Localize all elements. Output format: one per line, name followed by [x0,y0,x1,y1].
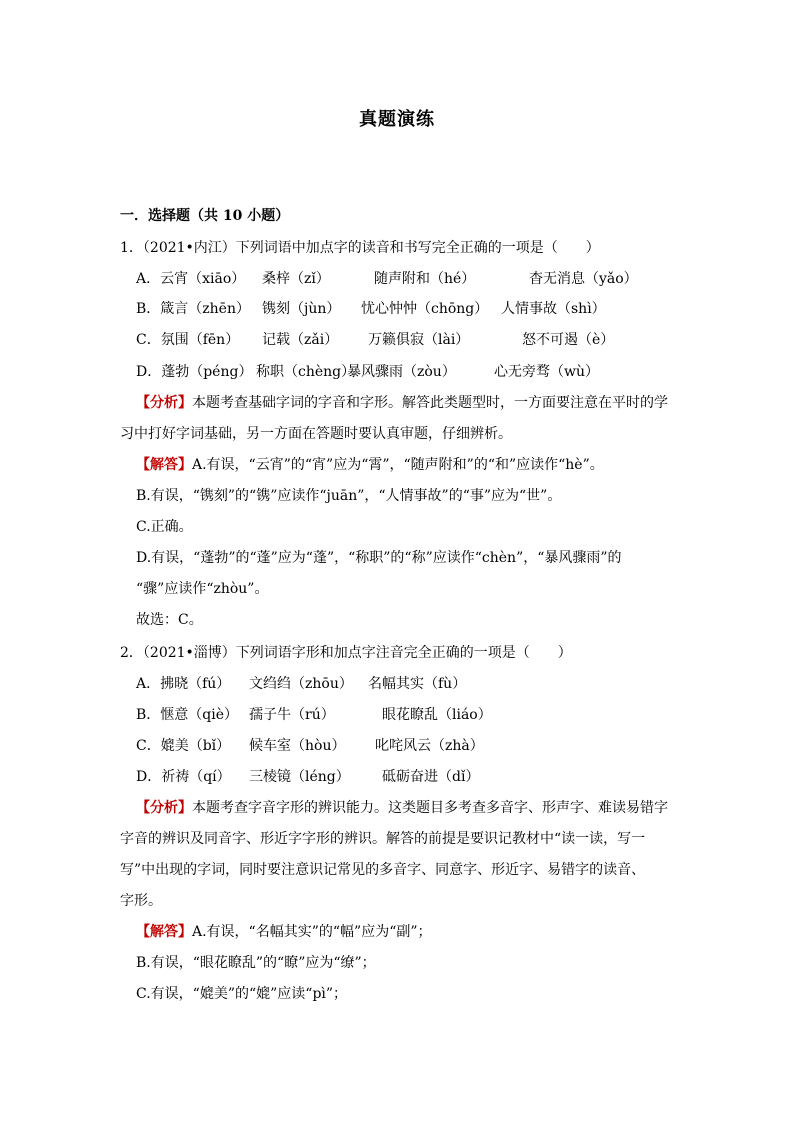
answer-line-b: B.有误，“眼花瞭乱”的“瞭”应为“缭”； [136,955,376,971]
question-1-analysis [136,393,668,413]
answer-line-b: B.有误，“镌刻”的“镌”应读作“juān”，“人情事故”的“事”应为“世”。 [136,488,562,504]
option-part: 称职（chèng） [256,364,356,380]
section-heading: 一．选择题（共 10 小题） [120,208,290,224]
analysis-tag: 【分析】 [136,395,192,411]
analysis-text-continued: 字音的辨识及同音字、形近字字形的辨识。解答的前提是要识记教材中“读一读，写一 [120,831,646,847]
option-part: 忧心忡忡（chōng） [361,301,489,317]
answer-line-c: C.正确。 [136,519,193,535]
option-part: 随声附和（hé） [374,271,476,287]
question-2-stem: 2．（2021•淄博）下列词语字形和加点字注音完全正确的一项是（ ） [120,645,572,661]
analysis-text: 本题考查字音字形的辨识能力。这类题目多考查多音字、形声字、难读易错字 [192,800,668,816]
question-2-answer [136,922,432,942]
option-part: 怒不可遏（è） [522,332,615,348]
option-part: 候车室（hòu） [249,738,346,754]
option-part: 暴风骤雨（zòu） [347,364,456,380]
option-part: 叱咤风云（zhà） [375,738,484,754]
analysis-text: 本题考查基础字词的字音和字形。解答此类题型时，一方面要注意在平时的学 [192,395,668,411]
option-part: 人情事故（shì） [501,301,606,317]
option-part: A．云宵（xiāo） [136,271,246,287]
option-part: B．惬意（qiè） [136,707,239,723]
page-title: 真题演练 [359,109,435,130]
answer-text: A.有误，“云宵”的“宵”应为“霄”，“随声附和”的“和”应读作“hè”。 [192,457,604,473]
option-part: D．祈祷（qí） [136,769,231,785]
answer-tag: 【解答】 [136,457,192,473]
option-part: 三棱镜（léng） [249,769,350,785]
option-part: 孺子牛（rú） [249,707,335,723]
option-part: 心无旁骛（wù） [494,364,599,380]
answer-line-d: D.有误，“蓬勃”的“蓬”应为“蓬”，“称职”的“称”应读作“chèn”，“暴风骤雨”的 [136,550,622,566]
analysis-text-continued: 写”中出现的字词，同时要注意识记常见的多音字、同意字、形近字、易错字的读音、 [120,862,646,878]
answer-line-d-continued: “骤”应读作“zhòu”。 [136,581,269,597]
option-part: 名幅其实（fù） [368,676,467,692]
option-part: 桑梓（zǐ） [262,271,330,287]
option-part: 文绉绉（zhōu） [249,676,353,692]
option-part: D．蓬勃（péng） [136,364,253,380]
option-part: C．氛围（fēn） [136,332,240,348]
answer-line-c: C.有误，“媲美”的“媲”应读“pì”； [136,986,348,1002]
question-2-analysis [136,798,668,818]
analysis-text-continued: 字形。 [120,893,162,909]
question-1-stem: 1．（2021•内江）下列词语中加点字的读音和书写完全正确的一项是（ ） [120,240,600,256]
option-part: 杳无消息（yǎo） [529,271,638,287]
analysis-text-continued: 习中打好字词基础，另一方面在答题时要认真审题，仔细辨析。 [120,426,512,442]
option-part: A．拂晓（fú） [136,676,231,692]
option-part: 万籁俱寂（lài） [368,332,470,348]
answer-tag: 【解答】 [136,924,192,940]
option-part: B．箴言（zhēn） [136,301,250,317]
option-part: 眼花瞭乱（liáo） [382,707,492,723]
option-part: 镌刻（jùn） [262,301,341,317]
answer-conclusion: 故选：C。 [136,612,203,628]
question-1-answer [136,455,604,475]
option-part: 记载（zǎi） [262,332,339,348]
option-part: 砥砺奋进（dǐ） [382,769,480,785]
analysis-tag: 【分析】 [136,800,192,816]
option-part: C．媲美（bǐ） [136,738,231,754]
answer-text: A.有误，“名幅其实”的“幅”应为“副”； [192,924,432,940]
